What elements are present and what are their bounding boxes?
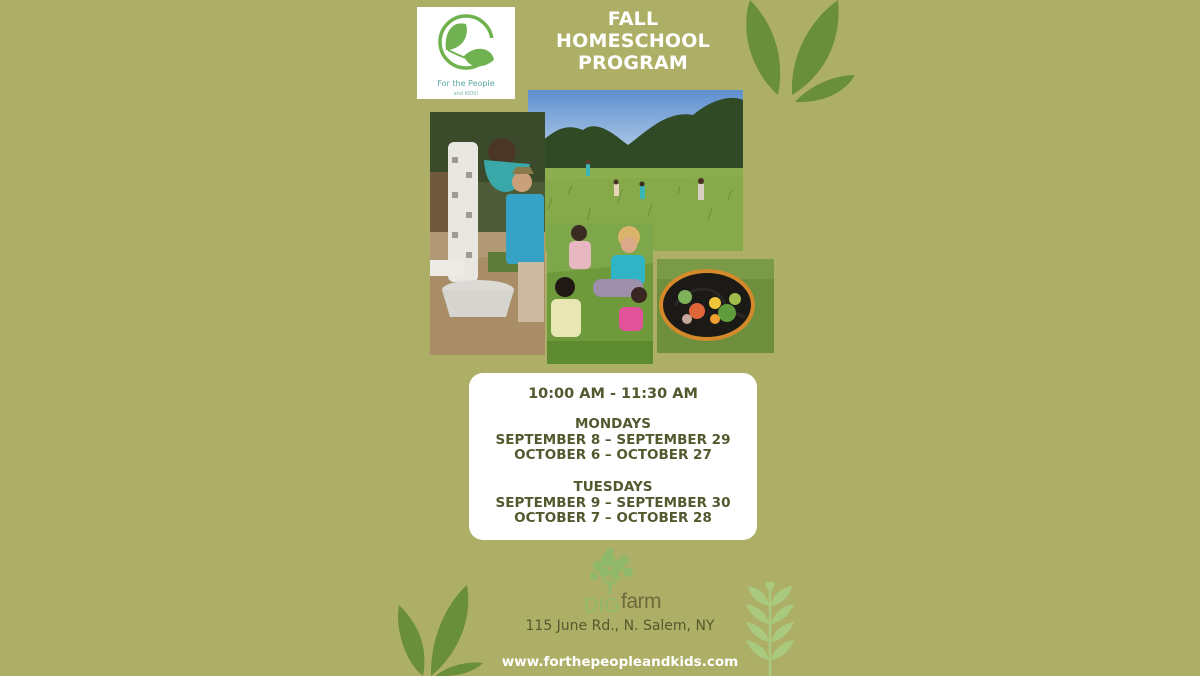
page-title — [528, 8, 738, 74]
leaf-sprig-top-right-icon — [740, 0, 860, 110]
dig-letters: DIG — [584, 595, 620, 616]
tuesdays-range-1: SEPTEMBER 9 – SEPTEMBER 30 — [495, 494, 731, 511]
address: 115 June Rd., N. Salem, NY — [525, 618, 715, 634]
photo-grow-tower — [430, 112, 545, 355]
title-line-1: FALL — [607, 8, 659, 30]
title-line-2: HOMESCHOOL — [556, 30, 710, 52]
logo-text-line1: For the People — [437, 79, 495, 88]
leaf-circle-logo-icon — [436, 10, 496, 76]
website-url: www.forthepeopleandkids.com — [501, 654, 739, 670]
tuesdays-block — [469, 480, 757, 527]
mondays-label: MONDAYS — [574, 416, 652, 432]
schedule-card — [469, 373, 757, 540]
title-line-3: PROGRAM — [578, 52, 688, 74]
logo-text-line2: and KIDS! — [453, 91, 479, 97]
tuesdays-range-2: OCTOBER 7 – OCTOBER 28 — [514, 510, 712, 526]
tuesdays-label: TUESDAYS — [573, 479, 653, 495]
mondays-range-1: SEPTEMBER 8 – SEPTEMBER 29 — [495, 431, 731, 448]
photo-harvest-tray — [657, 259, 774, 353]
schedule-time: 10:00 AM - 11:30 AM — [528, 386, 698, 402]
org-logo — [417, 7, 515, 99]
mondays-block — [469, 417, 757, 464]
mondays-range-2: OCTOBER 6 – OCTOBER 27 — [514, 447, 712, 463]
farm-word: farm — [621, 590, 661, 613]
photo-kids-on-grass — [547, 223, 653, 364]
